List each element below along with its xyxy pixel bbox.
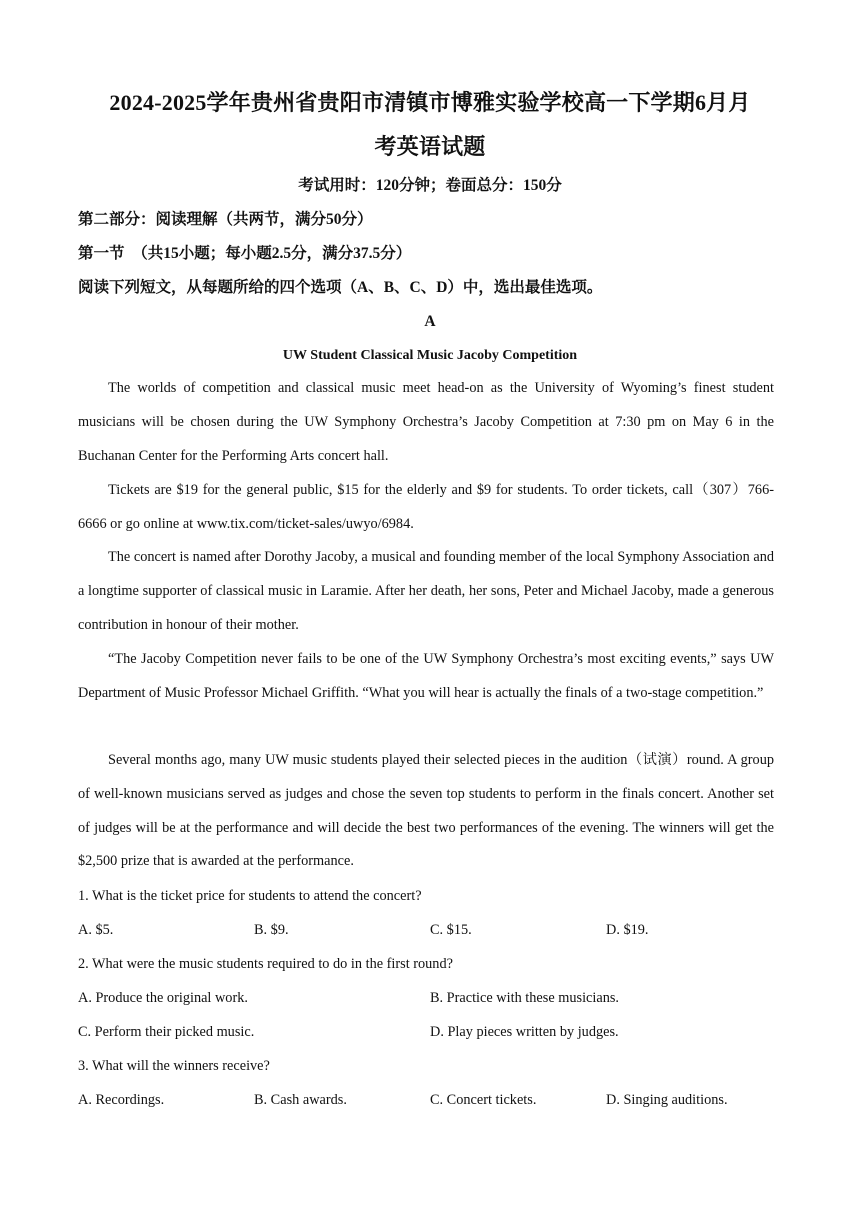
question-3-option-d: D. Singing auditions. (606, 1092, 728, 1108)
passage-letter: A (424, 313, 436, 330)
question-3-option-b: B. Cash awards. (254, 1092, 347, 1108)
exam-info: 考试用时：120分钟；卷面总分：150分 (298, 177, 562, 194)
passage-paragraph-3: The concert is named after Dorothy Jacoby, a musical and founding member of the local Symphony Association and a longtime supporter of classical music in Laramie. After her death, her sons, Peter and Michael Jacoby, made a generous contribution in honour of their mother. (78, 549, 774, 633)
part-heading: 第二部分：阅读理解（共两节，满分50分） (78, 211, 373, 228)
question-1-option-b: B. $9. (254, 922, 289, 938)
question-1-option-c: C. $15. (430, 922, 472, 938)
exam-title-line-2: 考英语试题 (374, 134, 486, 159)
passage-paragraph-4: “The Jacoby Competition never fails to be one of the UW Symphony Orchestra’s most exciting events,” says UW Department of Music Professor Michael Griffith. “What you will hear is actually the finals of a two-stage competition.” (78, 651, 774, 701)
question-2-option-a: A. Produce the original work. (78, 990, 248, 1006)
question-1-stem: 1. What is the ticket price for students to attend the concert? (78, 888, 422, 904)
question-1-option-d: D. $19. (606, 922, 649, 938)
question-3-stem: 3. What will the winners receive? (78, 1058, 270, 1074)
question-2-stem: 2. What were the music students required to do in the first round? (78, 956, 453, 972)
passage-paragraph-1: The worlds of competition and classical music meet head-on as the University of Wyoming’s finest student musicians will be chosen during the UW Symphony Orchestra’s Jacoby Competition at 7:30 pm on May 6 in the Buchanan Center for the Performing Arts concert hall. (78, 380, 774, 464)
question-2-option-b: B. Practice with these musicians. (430, 990, 619, 1006)
question-2-option-c: C. Perform their picked music. (78, 1024, 255, 1040)
exam-title-line-1: 2024-2025学年贵州省贵阳市清镇市博雅实验学校高一下学期6月月 (109, 90, 751, 115)
passage-paragraph-5: Several months ago, many UW music students played their selected pieces in the audition（试演）round. A group of well-known musicians served as judges and chose the seven top students to perform in the finals concert. Another set of judges will be at the performance and will decide the best two performances of the evening. The winners will get the $2,500 prize that is awarded at the performance. (78, 752, 774, 870)
passage-paragraph-2: Tickets are $19 for the general public, $15 for the elderly and $9 for students. To order tickets, call（307）766-6666 or go online at www.tix.com/ticket-sales/uwyo/6984. (78, 482, 774, 532)
passage-title: UW Student Classical Music Jacoby Competition (282, 348, 578, 363)
question-3-option-c: C. Concert tickets. (430, 1092, 537, 1108)
subsection-heading: 第一节 （共15小题；每小题2.5分，满分37.5分） (78, 245, 412, 262)
question-1-option-a: A. $5. (78, 922, 114, 938)
question-2-option-d: D. Play pieces written by judges. (430, 1024, 619, 1040)
instruction: 阅读下列短文，从每题所给的四个选项（A、B、C、D）中，选出最佳选项。 (78, 279, 603, 296)
question-3-option-a: A. Recordings. (78, 1092, 165, 1108)
